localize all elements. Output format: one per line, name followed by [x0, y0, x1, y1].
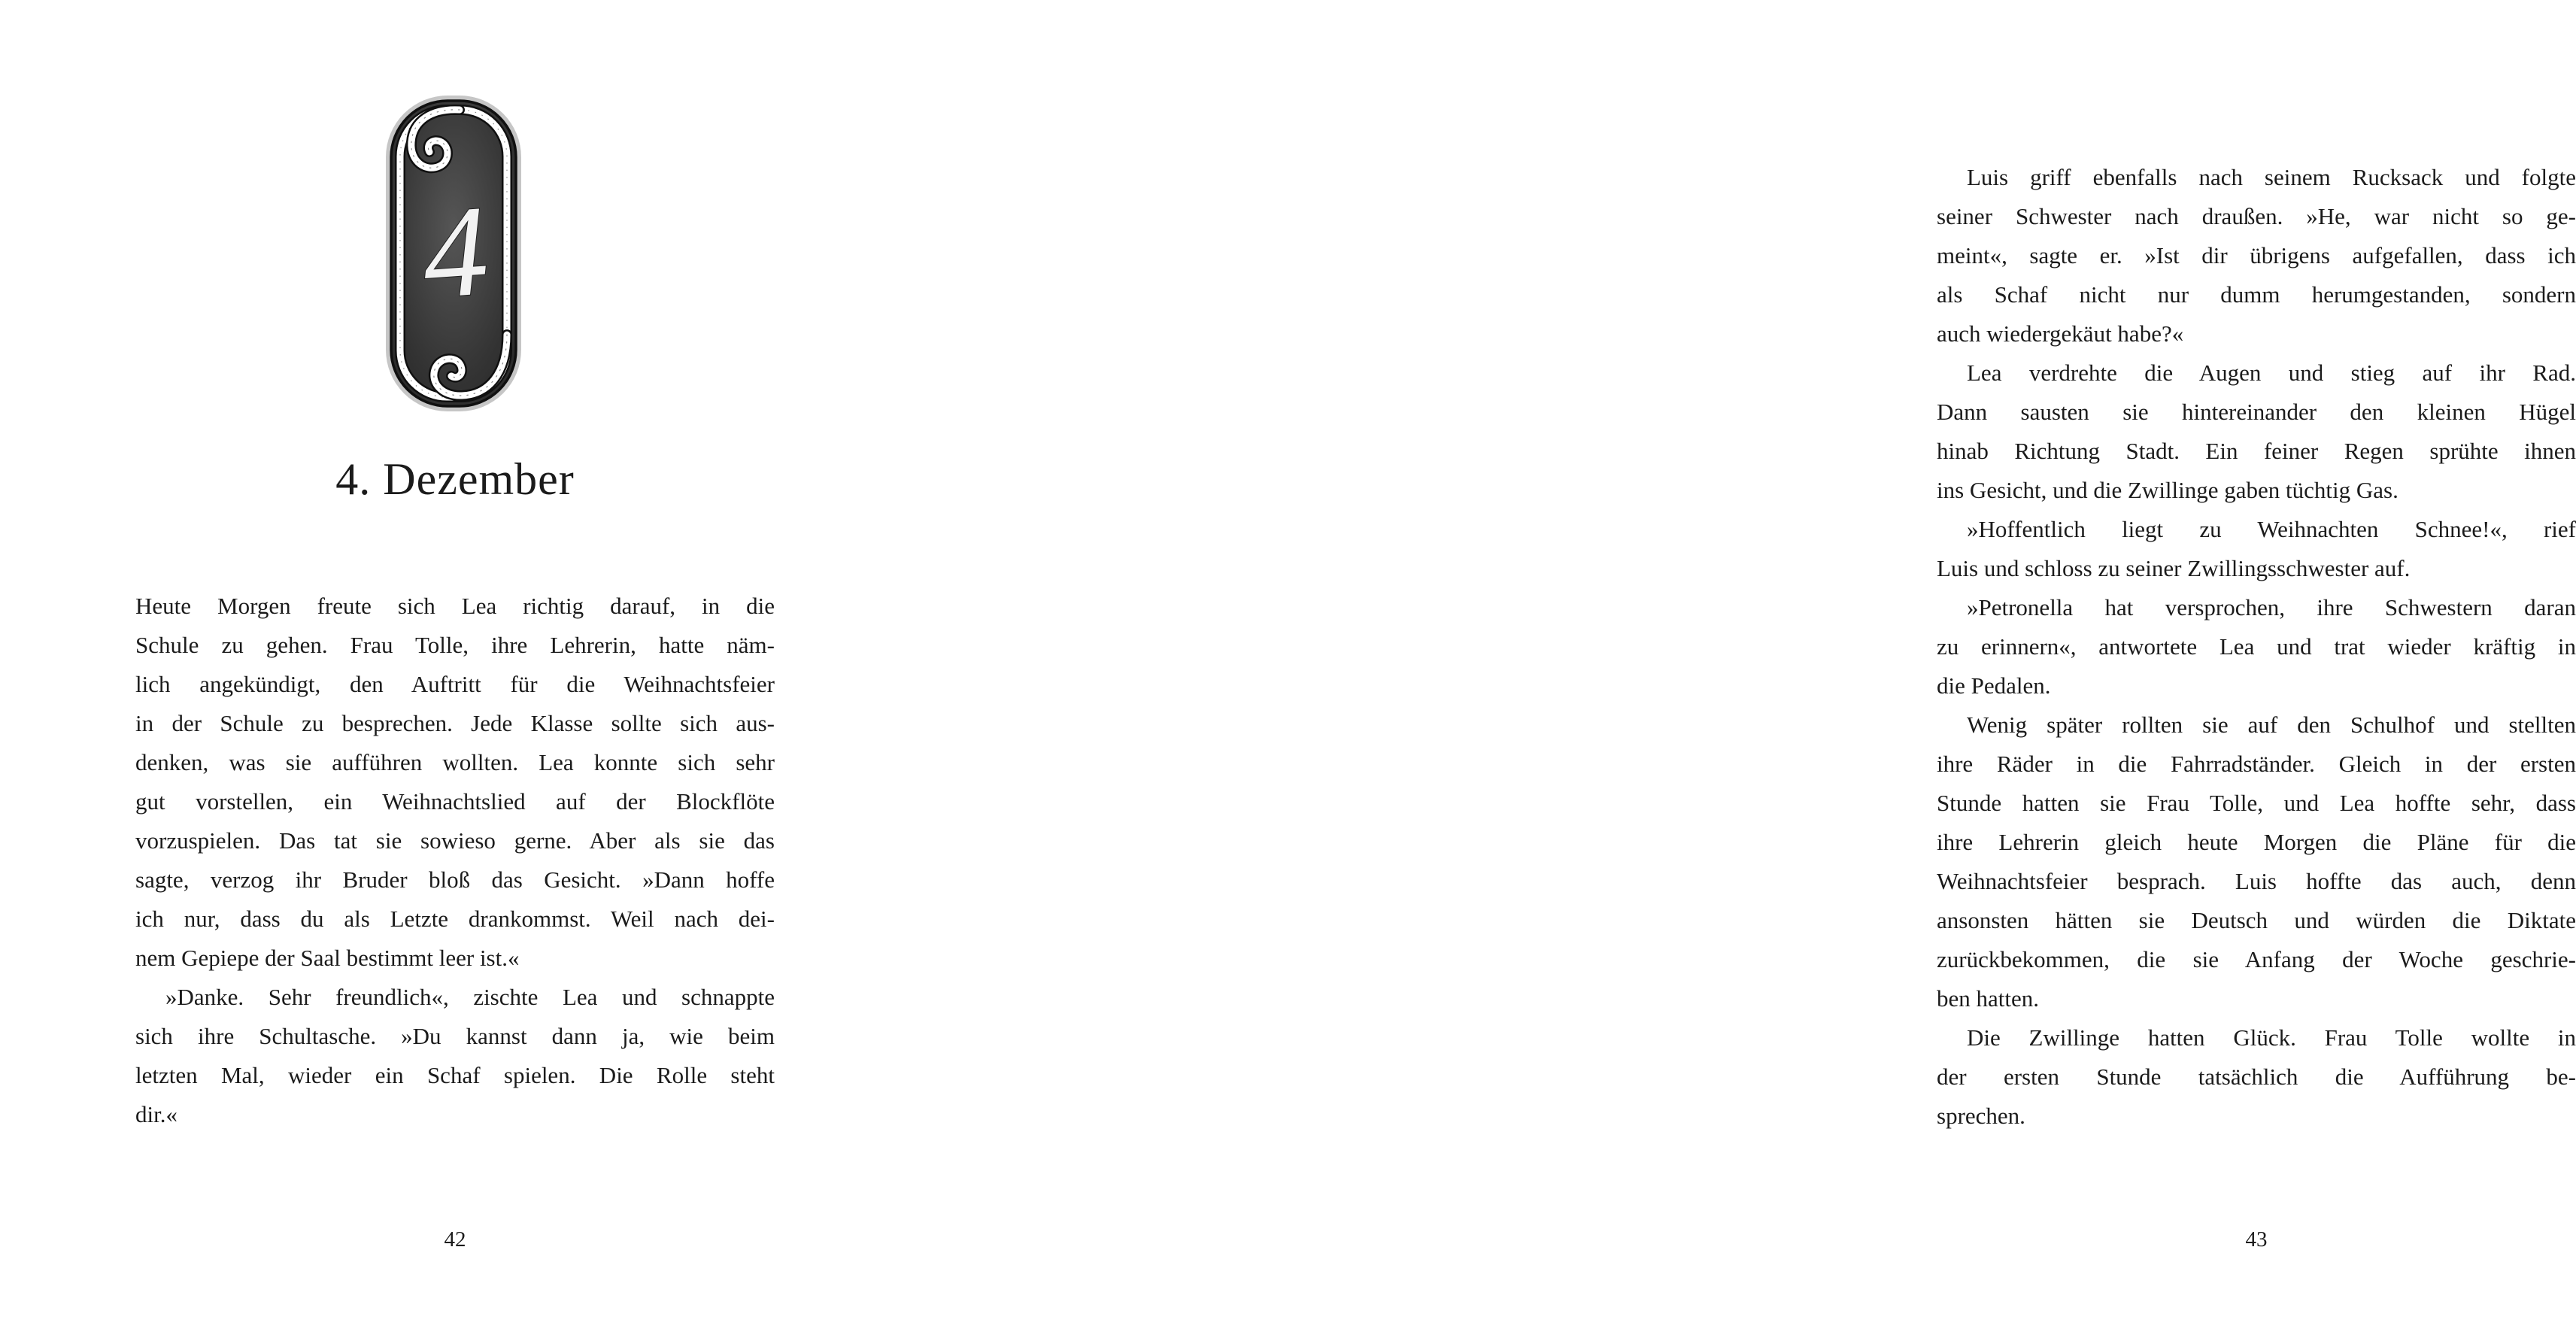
text-line: denken, was sie aufführen wollten. Lea konnte sich sehr — [135, 749, 775, 775]
text-line: ihre Lehrerin gleich heute Morgen die Pläne für die — [1937, 829, 2576, 855]
text-line: ins Gesicht, und die Zwillinge gaben tüchtig Gas. — [1937, 477, 2399, 503]
text-line: ben hatten. — [1937, 985, 2040, 1012]
ornament-capsule — [384, 94, 523, 413]
text-line: der ersten Stunde tatsächlich die Aufführung be- — [1937, 1063, 2576, 1090]
chapter-title: 4. Dezember — [335, 454, 575, 504]
text-line: zu erinnern«, antwortete Lea und trat wieder kräftig in — [1937, 633, 2576, 660]
text-line: vorzuspielen. Das tat sie sowieso gerne. Aber als sie das — [135, 827, 775, 854]
text-line: die Pedalen. — [1937, 672, 2051, 699]
text-line: sagte, verzog ihr Bruder bloß das Gesicht. »Dann hoffe — [135, 866, 775, 893]
text-line: sprechen. — [1937, 1103, 2025, 1129]
text-line: Schule zu gehen. Frau Tolle, ihre Lehrerin, hatte näm- — [135, 632, 775, 658]
text-line: lich angekündigt, den Auftritt für die Weihnachtsfeier — [135, 671, 775, 697]
text-line: sich ihre Schultasche. »Du kannst dann ja, wie beim — [135, 1023, 775, 1049]
text-line: Weihnachtsfeier besprach. Luis hoffte das auch, denn — [1937, 868, 2576, 894]
text-line: ich nur, dass du als Letzte drankommst. Weil nach dei- — [135, 906, 775, 932]
page-number-left: 42 — [444, 1227, 466, 1252]
page-number-right: 43 — [2245, 1227, 2268, 1252]
text-line: »Hoffentlich liegt zu Weihnachten Schnee!«, rief — [1967, 516, 2576, 542]
text-line: als Schaf nicht nur dumm herumgestanden, sondern — [1937, 281, 2576, 308]
text-line: Lea verdrehte die Augen und stieg auf ihr Rad. — [1967, 360, 2576, 386]
text-line: Stunde hatten sie Frau Tolle, und Lea hoffte sehr, dass — [1937, 790, 2576, 816]
chapter-ornament-illustration — [384, 94, 523, 413]
text-line: dir.« — [135, 1101, 177, 1127]
text-line: nem Gepiepe der Saal bestimmt leer ist.« — [135, 945, 520, 971]
text-line: Die Zwillinge hatten Glück. Frau Tolle wollte in — [1967, 1024, 2576, 1051]
text-line: Luis und schloss zu seiner Zwillingsschwester auf. — [1937, 555, 2411, 581]
text-line: gut vorstellen, ein Weihnachtslied auf der Blockflöte — [135, 788, 775, 815]
text-line: in der Schule zu besprechen. Jede Klasse sollte sich aus- — [135, 710, 775, 736]
text-line: ihre Räder in die Fahrradständer. Gleich in der ersten — [1937, 751, 2576, 777]
text-line: letzten Mal, wieder ein Schaf spielen. Die Rolle steht — [135, 1062, 775, 1088]
text-line: auch wiedergekäut habe?« — [1937, 320, 2184, 347]
text-line: zurückbekommen, die sie Anfang der Woche geschrie- — [1937, 946, 2576, 972]
text-line: »Petronella hat versprochen, ihre Schwestern daran — [1967, 594, 2576, 620]
text-line: Heute Morgen freute sich Lea richtig darauf, in die — [135, 593, 775, 619]
text-line: Luis griff ebenfalls nach seinem Rucksack und folgte — [1967, 164, 2576, 190]
text-line: meint«, sagte er. »Ist dir übrigens aufgefallen, dass ich — [1937, 242, 2576, 269]
page-left — [0, 0, 903, 1338]
text-line: seiner Schwester nach draußen. »He, war nicht so ge- — [1937, 203, 2576, 229]
text-line: hinab Richtung Stadt. Ein feiner Regen sprühte ihnen — [1937, 438, 2576, 464]
text-line: ansonsten hätten sie Deutsch und würden die Diktate — [1937, 907, 2576, 933]
text-line: Dann sausten sie hintereinander den kleinen Hügel — [1937, 399, 2576, 425]
ornament-numeral: 4 — [417, 179, 493, 326]
text-line: »Danke. Sehr freundlich«, zischte Lea und schnappte — [165, 984, 775, 1010]
text-line: Wenig später rollten sie auf den Schulhof und stellten — [1967, 711, 2576, 738]
right-page-text — [1937, 158, 2576, 1136]
page-right — [903, 0, 2576, 1338]
left-page-text — [135, 587, 775, 1134]
